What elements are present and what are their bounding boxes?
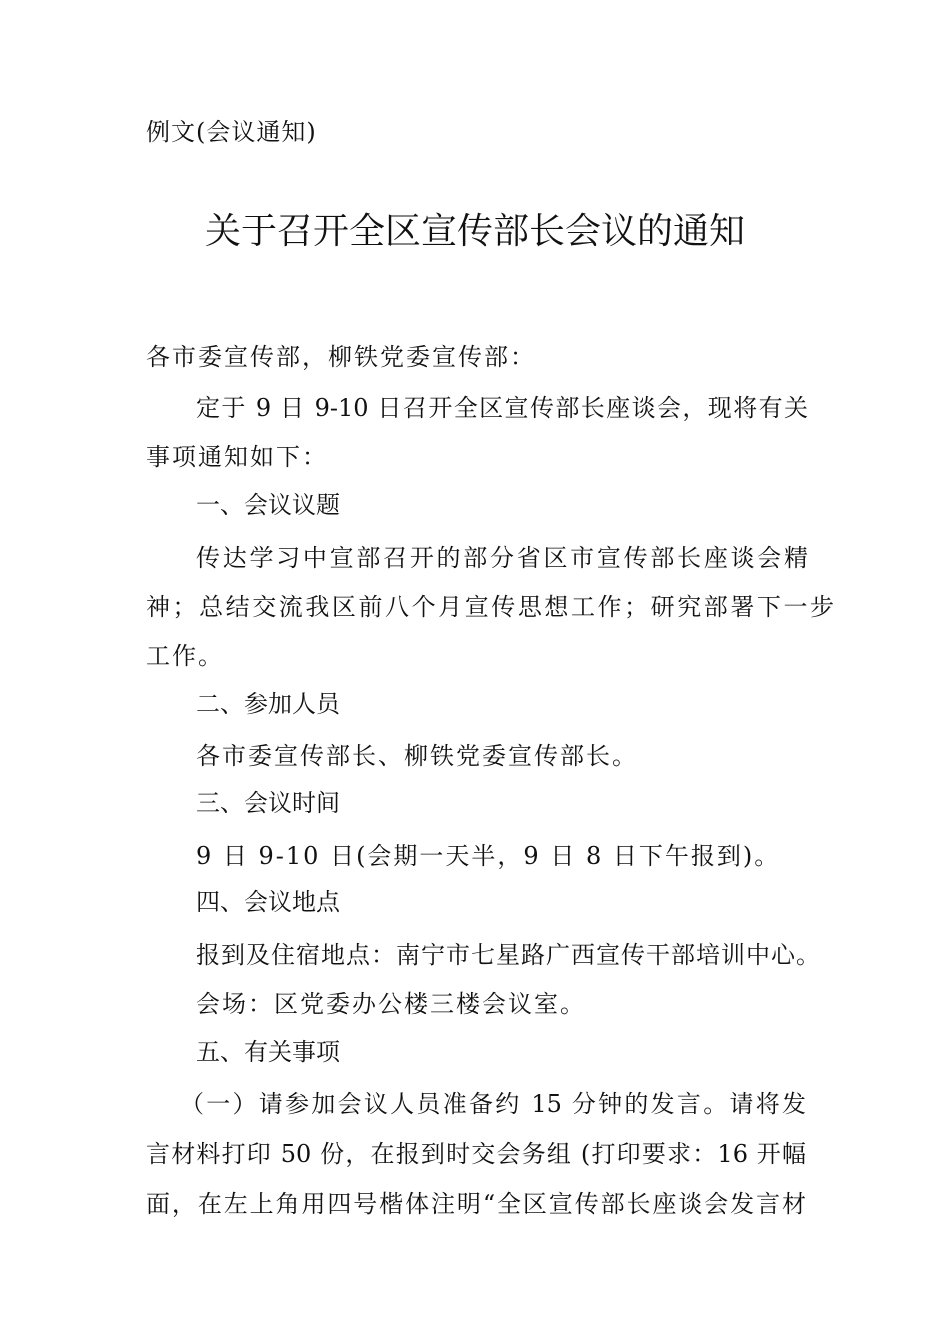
section-heading-3: 三、会议时间	[196, 789, 340, 817]
section-3-line-1: 9 日 9-10 日(会期一天半，9 日 8 日下午报到)。	[196, 842, 781, 870]
section-2-line-1: 各市委宣传部长、柳铁党委宣传部长。	[196, 742, 638, 770]
section-heading-4: 四、会议地点	[196, 888, 340, 916]
section-1-line-3: 工作。	[146, 642, 224, 670]
section-heading-2: 二、参加人员	[196, 690, 340, 718]
intro-line-2: 事项通知如下：	[146, 443, 328, 471]
section-4-line-2: 会场：区党委办公楼三楼会议室。	[196, 990, 586, 1018]
intro-line-1: 定于 9 日 9-10 日召开全区宣传部长座谈会，现将有关	[196, 394, 808, 422]
section-1-line-1: 传达学习中宣部召开的部分省区市宣传部长座谈会精	[196, 544, 808, 572]
section-1-line-2: 神；总结交流我区前八个月宣传思想工作；研究部署下一步	[146, 593, 834, 621]
document-title: 关于召开全区宣传部长会议的通知	[204, 211, 745, 252]
section-4-line-1: 报到及住宿地点：南宁市七星路广西宣传干部培训中心。	[196, 941, 821, 969]
section-5-line-3: 面，在左上角用四号楷体注明“全区宣传部长座谈会发言材	[146, 1190, 806, 1218]
section-heading-5: 五、有关事项	[196, 1038, 340, 1066]
document-label: 例文(会议通知)	[146, 118, 317, 146]
section-5-line-1: （一）请参加会议人员准备约 15 分钟的发言。请将发	[180, 1090, 806, 1118]
section-5-line-2: 言材料打印 50 份，在报到时交会务组 (打印要求：16 开幅	[146, 1140, 806, 1168]
section-heading-1: 一、会议议题	[196, 491, 340, 519]
salutation: 各市委宣传部，柳铁党委宣传部：	[146, 343, 536, 371]
